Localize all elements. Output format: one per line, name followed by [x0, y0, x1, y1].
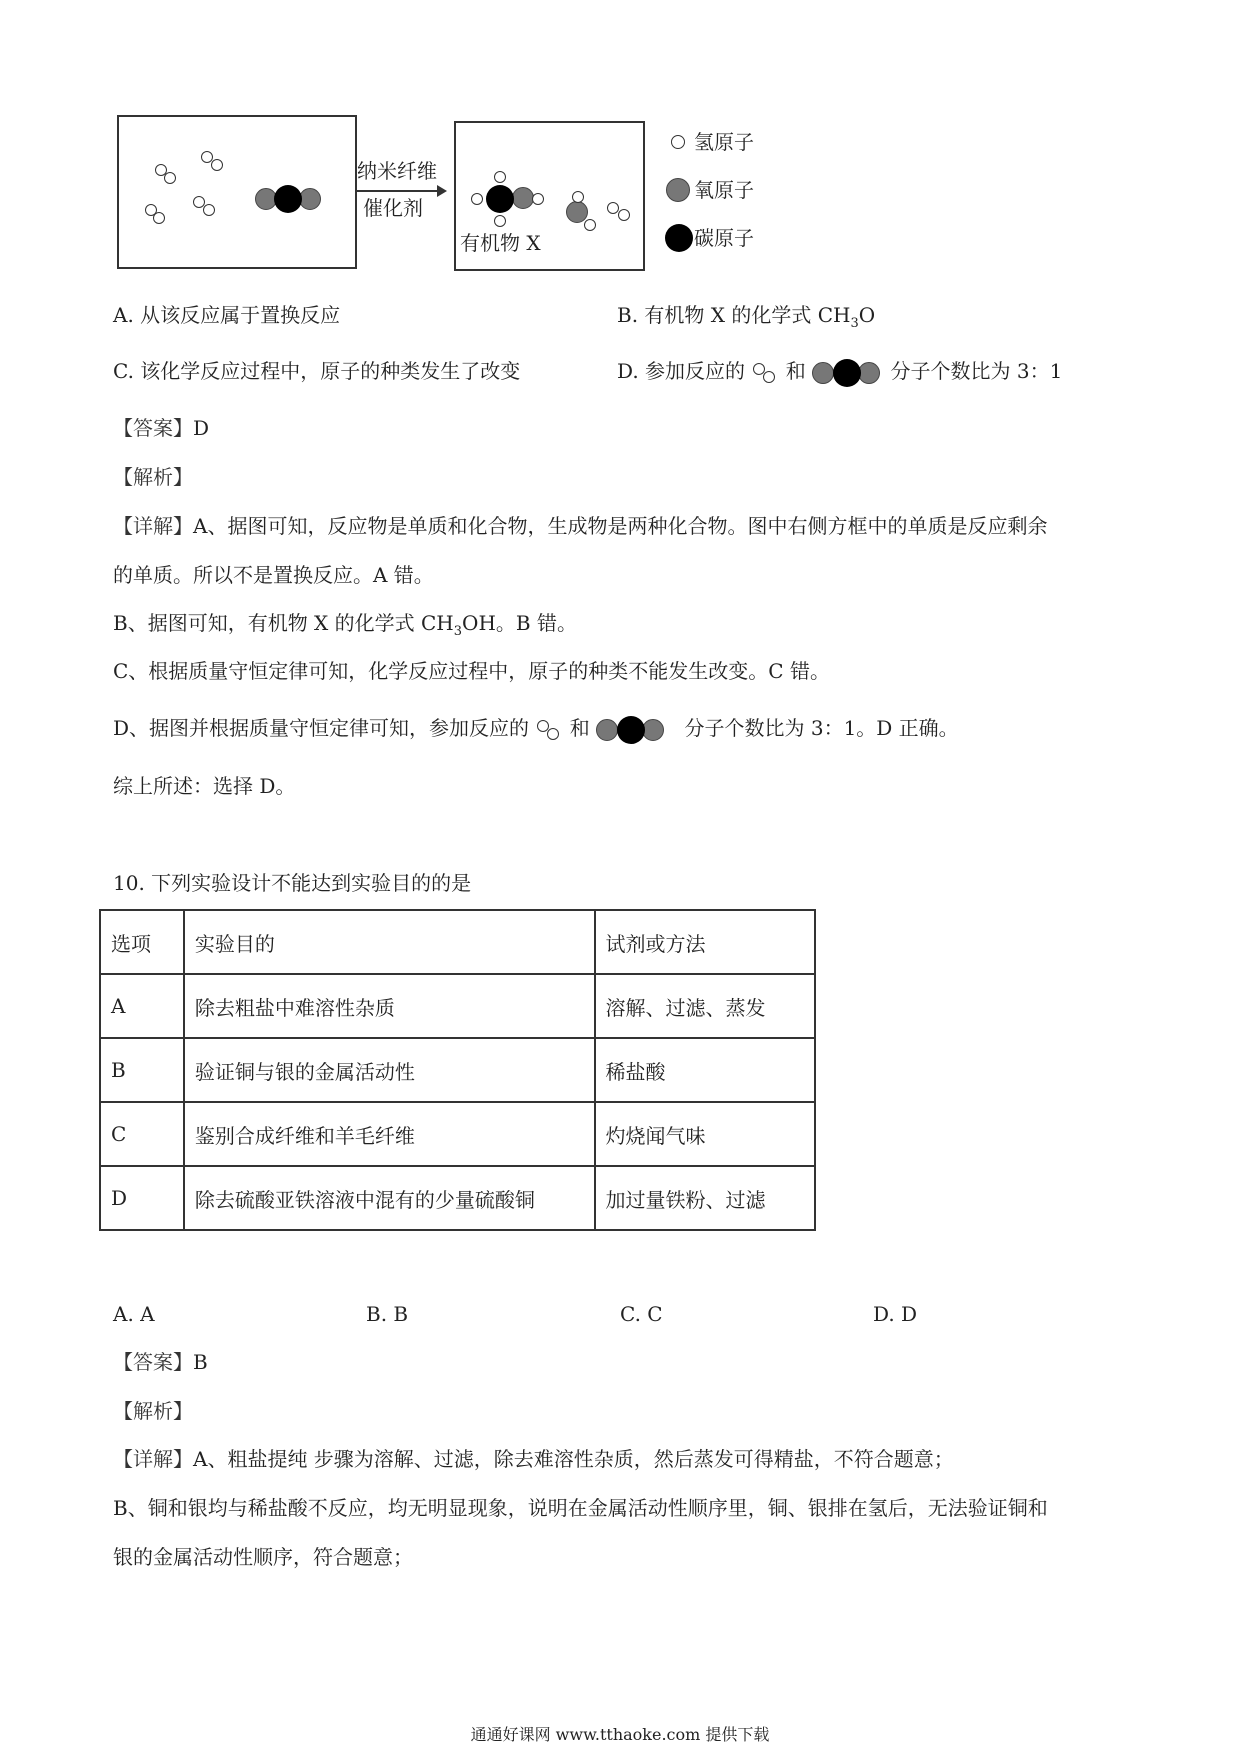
- table-cell: D: [100, 1166, 184, 1230]
- hydrogen-atom: [607, 202, 619, 214]
- table-row: [100, 1102, 815, 1166]
- q10-answer-value: B: [193, 1350, 208, 1374]
- q9-option-d: [617, 357, 1062, 387]
- reaction-arrow: [357, 190, 443, 192]
- table-cell: B: [100, 1038, 184, 1102]
- product-box: [454, 121, 645, 271]
- oxygen-atom: [566, 201, 588, 223]
- table-row: [100, 1038, 815, 1102]
- q10-detail-label: 【详解】: [113, 1447, 193, 1471]
- q9-detail-line-2: 的单质。所以不是置换反应。A 错。: [113, 563, 434, 587]
- q10-option-c: C. C: [620, 1302, 663, 1326]
- q9-option-b-sub: 3: [850, 316, 859, 331]
- reactant-box: [117, 115, 357, 269]
- q9-option-a: A. 从该反应属于置换反应: [113, 303, 341, 327]
- table-header-row: [100, 910, 815, 974]
- table-header-cell: 试剂或方法: [595, 910, 815, 974]
- oxygen-atom: [299, 188, 321, 210]
- hydrogen-atom: [584, 219, 596, 231]
- hydrogen-atom: [153, 212, 165, 224]
- q9-detail-label: 【详解】: [113, 514, 193, 538]
- q9-option-b: [617, 301, 875, 338]
- table-cell: 鉴别合成纤维和羊毛纤维: [184, 1102, 595, 1166]
- q9-detail-d-post: 分子个数比为 3：1。D 正确。: [684, 716, 959, 740]
- q9-detail-line-1: [113, 512, 1047, 540]
- legend-carbon-icon: [665, 224, 693, 252]
- hydrogen-atom: [494, 171, 506, 183]
- table-cell: 除去粗盐中难溶性杂质: [184, 974, 595, 1038]
- product-label: 有机物 X: [460, 231, 541, 255]
- hydrogen-atom: [164, 172, 176, 184]
- q10-option-d: D. D: [873, 1302, 918, 1326]
- hydrogen-atom: [494, 215, 506, 227]
- q10-table: [99, 909, 816, 1231]
- hydrogen-atom: [203, 204, 215, 216]
- table-cell: A: [100, 974, 184, 1038]
- q9-detail-d-pre: D、据图并根据质量守恒定律可知，参加反应的: [113, 716, 530, 740]
- table-cell: 灼烧闻气味: [595, 1102, 815, 1166]
- q9-detail-text-1: A、据图可知，反应物是单质和化合物，生成物是两种化合物。图中右侧方框中的单质是反应剩余: [193, 514, 1048, 538]
- table-row: [100, 1166, 815, 1230]
- h2-molecule-icon: [751, 361, 779, 385]
- hydrogen-atom: [618, 209, 630, 221]
- q10-detail-line-2: B、铜和银均与稀盐酸不反应，均无明显现象，说明在金属活动性顺序里，铜、银排在氢后，无法验证铜和: [113, 1496, 1048, 1520]
- q10-analysis-label: 【解析】: [113, 1399, 193, 1423]
- table-cell: 除去硫酸亚铁溶液中混有的少量硫酸铜: [184, 1166, 595, 1230]
- q9-detail-line-b: [113, 609, 577, 646]
- table-cell: 加过量铁粉、过滤: [595, 1166, 815, 1230]
- table-cell: 溶解、过滤、蒸发: [595, 974, 815, 1038]
- hydrogen-atom: [471, 193, 483, 205]
- arrow-label-bottom: 催化剂: [363, 196, 423, 220]
- q9-option-b-tail: O: [858, 303, 876, 327]
- q10-option-a: A. A: [113, 1302, 155, 1326]
- q10-answer: [113, 1348, 208, 1376]
- q9-detail-b-post: OH。B 错。: [462, 611, 577, 635]
- oxygen-atom: [512, 187, 534, 209]
- hydrogen-atom: [211, 159, 223, 171]
- q9-detail-line-c: C、根据质量守恒定律可知，化学反应过程中，原子的种类不能发生改变。C 错。: [113, 659, 830, 683]
- q9-option-c: C. 该化学反应过程中，原子的种类发生了改变: [113, 359, 521, 383]
- legend-carbon-label: 碳原子: [694, 226, 754, 250]
- q10-detail-text-1: A、粗盐提纯 步骤为溶解、过滤，除去难溶性杂质，然后蒸发可得精盐，不符合题意；: [193, 1447, 954, 1471]
- arrow-label-top: 纳米纤维: [357, 159, 437, 183]
- q10-detail-line-1: [113, 1445, 954, 1473]
- q9-analysis-label: 【解析】: [113, 465, 193, 489]
- table-cell: 验证铜与银的金属活动性: [184, 1038, 595, 1102]
- table-header-cell: 选项: [100, 910, 184, 974]
- q9-conclusion: 综上所述：选择 D。: [113, 774, 296, 798]
- q9-answer-label: 【答案】: [113, 416, 193, 440]
- q10-stem: 10. 下列实验设计不能达到实验目的的是: [113, 871, 472, 895]
- page-footer: 通通好课网 www.tthaoke.com 提供下载: [470, 1725, 770, 1744]
- q9-answer: [113, 414, 209, 442]
- carbon-atom: [274, 185, 302, 213]
- table-header-cell: 实验目的: [184, 910, 595, 974]
- table-cell: C: [100, 1102, 184, 1166]
- table-row: [100, 974, 815, 1038]
- legend-hydrogen-label: 氢原子: [694, 130, 754, 154]
- carbon-atom: [486, 185, 514, 213]
- q9-option-d-text: D. 参加反应的: [617, 359, 746, 383]
- h2-molecule-icon: [535, 718, 563, 742]
- legend-oxygen-label: 氧原子: [694, 178, 754, 202]
- legend-oxygen-icon: [666, 178, 690, 202]
- q9-detail-b-sub: 3: [453, 624, 463, 639]
- table-cell: 稀盐酸: [595, 1038, 815, 1102]
- q9-option-d-tail: 分子个数比为 3：1: [890, 359, 1063, 383]
- hydrogen-atom: [572, 191, 584, 203]
- q9-option-b-text: B. 有机物 X 的化学式 CH: [617, 303, 851, 327]
- q9-detail-b-pre: B、据图可知，有机物 X 的化学式 CH: [113, 611, 454, 635]
- legend-hydrogen-icon: [671, 135, 685, 149]
- q9-answer-value: D: [193, 416, 210, 440]
- q10-option-b: B. B: [366, 1302, 409, 1326]
- q9-option-d-and: 和: [785, 359, 806, 383]
- q10-answer-label: 【答案】: [113, 1350, 193, 1374]
- q10-detail-line-3: 银的金属活动性顺序，符合题意；: [113, 1545, 413, 1569]
- co2-molecule-icon: [812, 359, 884, 387]
- hydrogen-atom: [532, 193, 544, 205]
- q9-detail-d-and: 和: [569, 716, 590, 740]
- co2-molecule-icon: [596, 716, 668, 744]
- q9-detail-line-d: [113, 714, 959, 744]
- arrow-head-icon: [437, 185, 447, 197]
